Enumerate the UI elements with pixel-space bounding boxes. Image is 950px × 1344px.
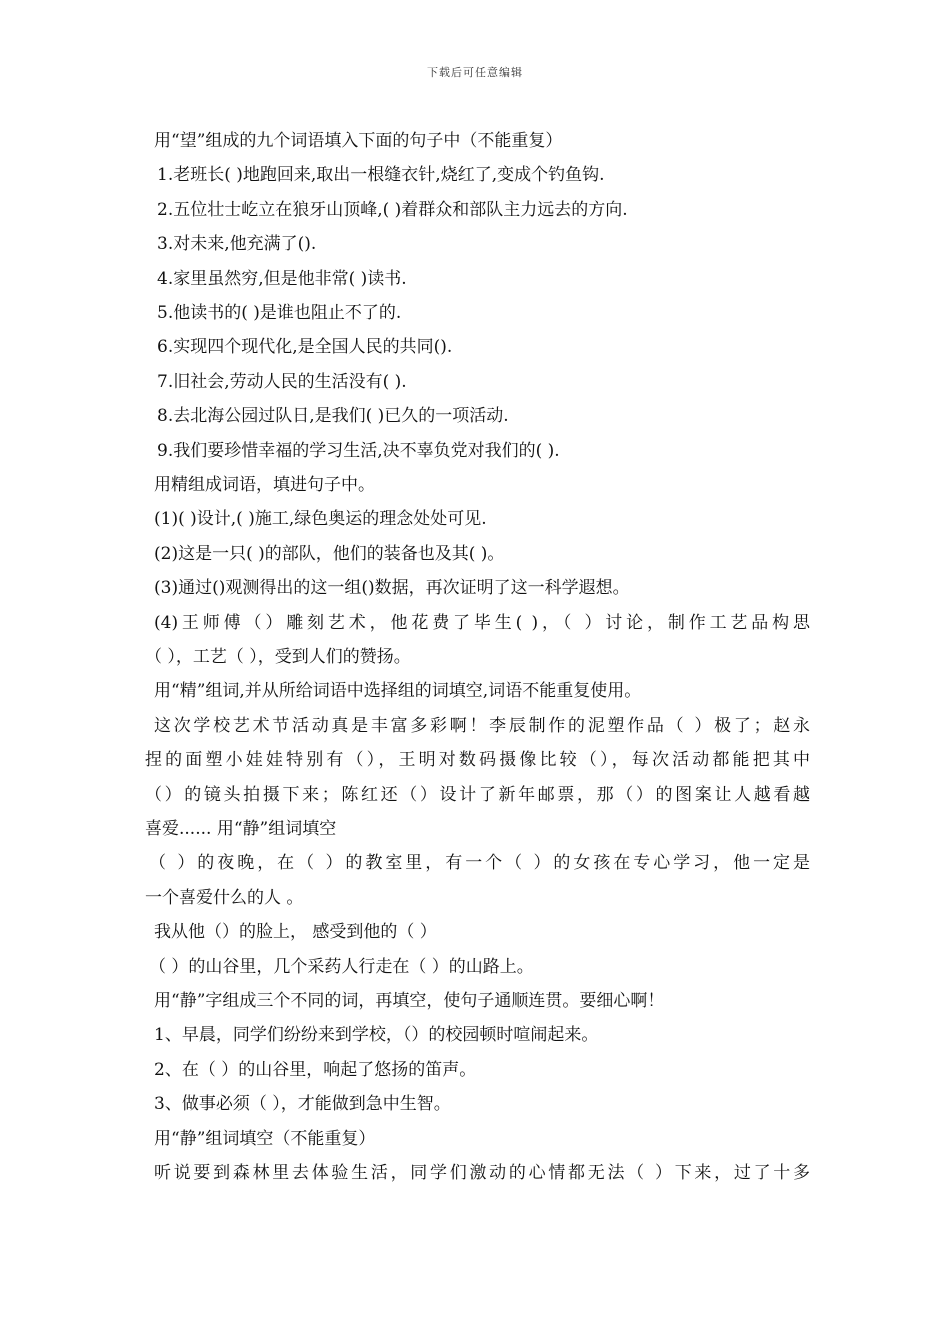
- document-body: [145, 124, 810, 1191]
- text-line: 用精组成词语，填进句子中。: [154, 475, 375, 496]
- text-line: 听说要到森林里去体验生活，同学们激动的心情都无法（ ）下来，过了十多: [154, 1163, 810, 1184]
- text-line: 用“精”组词,并从所给词语中选择组的词填空,词语不能重复使用。: [154, 681, 642, 702]
- text-line: 一个喜爱什么的人 。: [145, 887, 304, 908]
- text-line: 6.实现四个现代化,是全国人民的共同().: [157, 337, 453, 358]
- text-line: （ ）的山谷里，几个采药人行走在（ ）的山路上。: [149, 956, 534, 977]
- text-line: (4)王师傅（）雕刻艺术，他花费了毕生( )，（ ）讨论，制作工艺品构思: [154, 612, 810, 633]
- text-line: 8.去北海公园过队日,是我们( )已久的一项活动.: [157, 406, 509, 427]
- text-line: （ ）的夜晚，在（ ）的教室里，有一个（ ）的女孩在专心学习，他一定是: [149, 853, 810, 874]
- text-line: 3、做事必须（ ），才能做到急中生智。: [154, 1094, 451, 1115]
- text-line: 捏的面塑小娃娃特别有（），王明对数码摄像比较（），每次活动都能把其中: [145, 750, 810, 771]
- text-line: 用“静”字组成三个不同的词，再填空，使句子通顺连贯。要细心啊！: [154, 991, 665, 1012]
- text-line: (2)这是一只( )的部队，他们的装备也及其( )。: [154, 543, 505, 564]
- page-header: 下载后可任意编辑: [427, 66, 523, 79]
- text-line: 这次学校艺术节活动真是丰富多彩啊！李辰制作的泥塑作品（ ）极了；赵永: [154, 715, 810, 736]
- text-line: 3.对未来,他充满了().: [157, 234, 317, 255]
- text-line: 9.我们要珍惜幸福的学习生活,决不辜负党对我们的( ).: [157, 440, 560, 461]
- text-line: 2、在（ ）的山谷里，响起了悠扬的笛声。: [154, 1059, 477, 1080]
- text-line: （ ），工艺（ ），受到人们的赞扬。: [145, 647, 411, 668]
- text-line: 7.旧社会,劳动人民的生活没有( ).: [157, 371, 407, 392]
- text-line: (1)( )设计,( )施工,绿色奥运的理念处处可见.: [154, 509, 487, 530]
- text-line: 5.他读书的( )是谁也阻止不了的.: [157, 303, 402, 324]
- text-line: 用“静”组词填空（不能重复）: [154, 1128, 376, 1149]
- text-line: 1.老班长( )地跑回来,取出一根缝衣针,烧红了,变成个钓鱼钩.: [157, 165, 605, 186]
- text-line: 2.五位壮士屹立在狼牙山顶峰,( )着群众和部队主力远去的方向.: [157, 199, 628, 220]
- text-line: （）的镜头拍摄下来；陈红还（）设计了新年邮票，那（）的图案让人越看越: [145, 784, 810, 805]
- text-line: (3)通过()观测得出的这一组()数据，再次证明了这一科学遐想。: [154, 578, 630, 599]
- text-line: 1、早晨，同学们纷纷来到学校，（）的校园顿时喧闹起来。: [154, 1025, 599, 1046]
- text-line: 4.家里虽然穷,但是他非常( )读书.: [157, 268, 407, 289]
- text-line: 用“望”组成的九个词语填入下面的句子中（不能重复）: [154, 131, 563, 151]
- text-line: 喜爱...... 用“静”组词填空: [145, 819, 337, 840]
- text-line: 我从他（）的脸上， 感受到他的（ ）: [154, 922, 437, 943]
